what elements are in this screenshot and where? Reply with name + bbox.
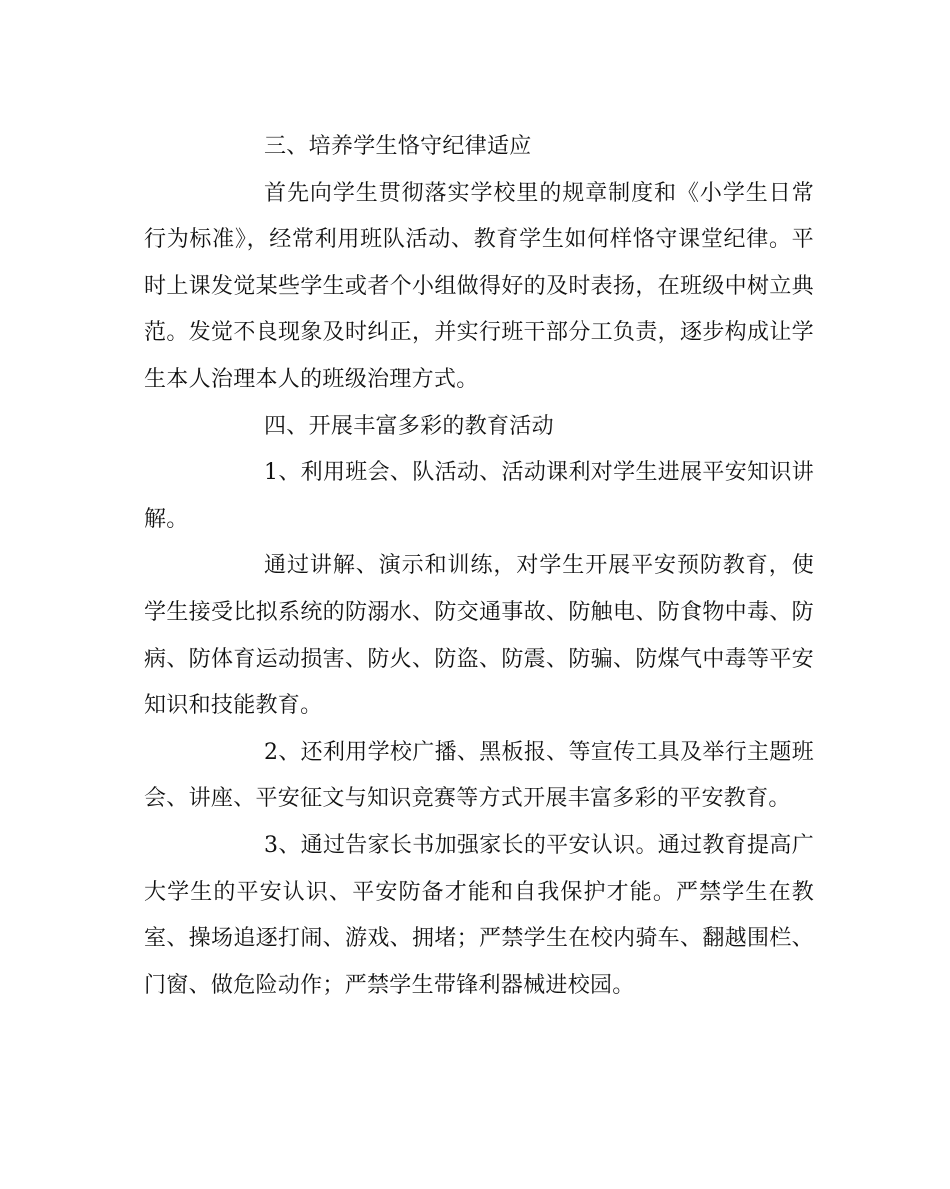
section-heading-discipline: 三、培养学生恪守纪律适应 [264,134,532,159]
paragraph-item-3: 3、通过告家长书加强家长的平安认识。通过教育提高广大学生的平安认识、平安防备才能和自我保护才能。严禁学生在教室、操场追逐打闹、游戏、拥堵；严禁学生在校内骑车、翻越围栏、门窗、做危险动作；严禁学生带锋利器械进校园。 [144,832,814,998]
paragraph-item-1: 1、利用班会、队活动、活动课利对学生进展平安知识讲解。 [144,460,814,532]
document-body [144,124,814,1009]
paragraph-discipline: 首先向学生贯彻落实学校里的规章制度和《小学生日常行为标准》，经常利用班队活动、教育学生如何样恪守课堂纪律。平时上课发觉某些学生或者个小组做得好的及时表扬，在班级中树立典范。发觉不良现象及时纠正，并实行班干部分工负责，逐步构成让学生本人治理本人的班级治理方式。 [144,180,814,392]
paragraph-item-2: 2、还利用学校广播、黑板报、等宣传工具及举行主题班会、讲座、平安征文与知识竞赛等方式开展丰富多彩的平安教育。 [144,739,814,812]
section-heading-activities: 四、开展丰富多彩的教育活动 [264,413,554,439]
paragraph-safety-education: 通过讲解、演示和训练，对学生开展平安预防教育，使学生接受比拟系统的防溺水、防交通事故、防触电、防食物中毒、防病、防体育运动损害、防火、防盗、防震、防骗、防煤气中毒等平安知识和技能教育。 [144,553,814,719]
